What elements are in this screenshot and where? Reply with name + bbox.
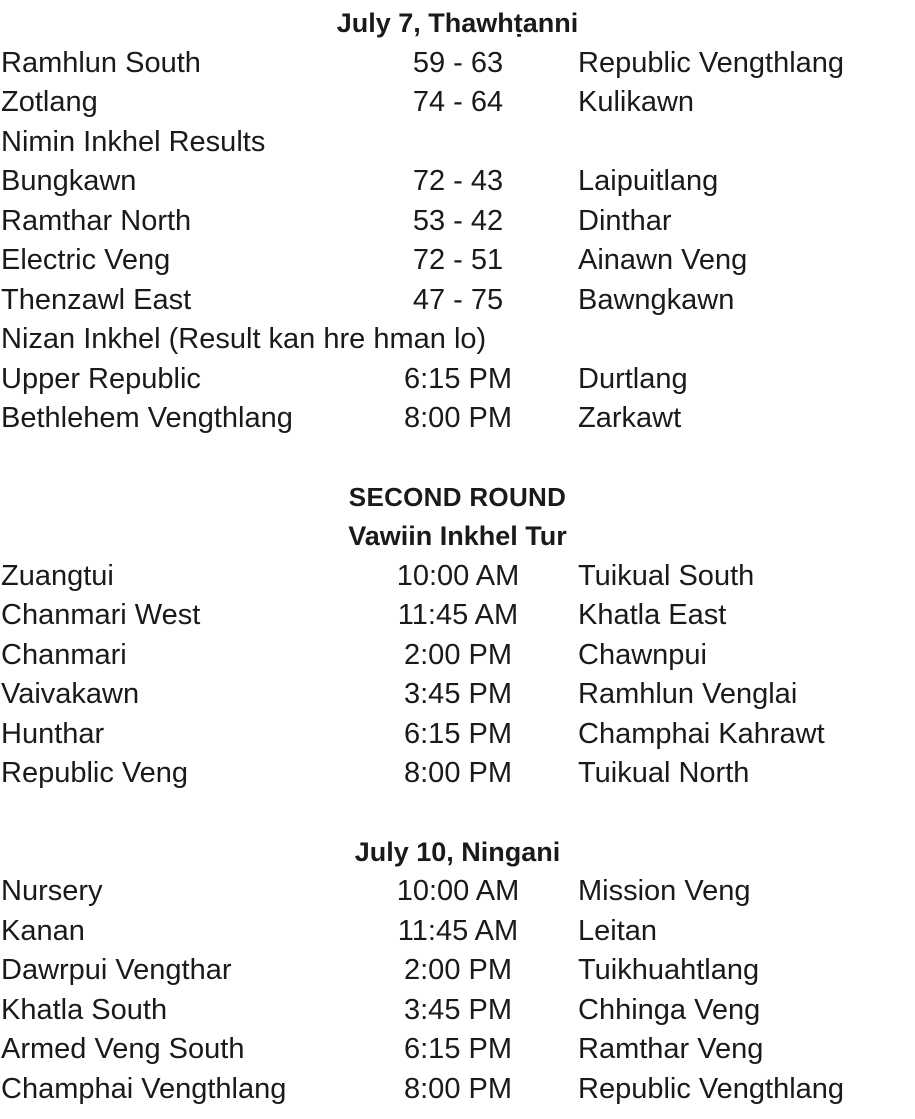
away-team: Laipuitlang xyxy=(578,165,719,197)
away-team: Republic Vengthlang xyxy=(578,1072,845,1105)
score-or-time: 53 - 42 xyxy=(412,204,504,237)
away-team: Dinthar xyxy=(578,204,672,237)
home-team: Khatla South xyxy=(1,993,168,1026)
score-or-time: 6:15 PM xyxy=(404,362,512,395)
score-or-time: 10:00 AM xyxy=(396,875,520,907)
score-or-time: 72 - 43 xyxy=(412,165,504,197)
fixture-row xyxy=(0,596,915,636)
fixture-row xyxy=(0,1070,915,1110)
score-or-time: 3:45 PM xyxy=(404,993,512,1026)
home-team: Electric Veng xyxy=(1,244,171,276)
away-team: Ainawn Veng xyxy=(578,244,748,276)
score-or-time: 8:00 PM xyxy=(404,1072,512,1105)
section-spacer xyxy=(0,439,915,478)
home-team: Zuangtui xyxy=(1,559,114,592)
fixture-row xyxy=(0,202,915,242)
away-team: Mission Veng xyxy=(578,875,751,907)
fixture-row xyxy=(0,557,915,597)
fixture-row xyxy=(0,399,915,439)
fixtures-document xyxy=(0,4,915,1109)
fixture-row xyxy=(0,241,915,281)
home-team: Chanmari West xyxy=(1,599,201,631)
away-team: Zarkawt xyxy=(578,402,682,434)
fixture-row xyxy=(0,872,915,912)
away-team: Bawngkawn xyxy=(578,283,735,316)
fixture-section xyxy=(0,833,915,1110)
group-note: Nimin Inkhel Results xyxy=(1,125,266,158)
away-team: Chawnpui xyxy=(578,638,707,671)
away-team: Leitan xyxy=(578,914,658,947)
home-team: Armed Veng South xyxy=(1,1033,245,1065)
away-team: Republic Vengthlang xyxy=(578,46,845,79)
fixture-row xyxy=(0,675,915,715)
score-or-time: 6:15 PM xyxy=(404,1033,512,1065)
home-team: Bethlehem Vengthlang xyxy=(1,402,293,434)
fixture-row xyxy=(0,162,915,202)
score-or-time: 11:45 AM xyxy=(397,914,519,947)
fixture-row xyxy=(0,715,915,755)
home-team: Chanmari xyxy=(1,638,127,671)
score-or-time: 59 - 63 xyxy=(412,46,504,79)
fixture-row xyxy=(0,912,915,952)
fixture-row xyxy=(0,1030,915,1070)
away-team: Tuikual North xyxy=(578,757,750,789)
home-team: Upper Republic xyxy=(1,362,201,395)
away-team: Ramthar Veng xyxy=(578,1033,764,1065)
fixture-row xyxy=(0,44,915,84)
score-or-time: 8:00 PM xyxy=(404,757,512,789)
score-or-time: 3:45 PM xyxy=(404,678,512,710)
score-or-time: 74 - 64 xyxy=(412,86,504,118)
fixture-row xyxy=(0,281,915,321)
home-team: Dawrpui Vengthar xyxy=(1,954,232,986)
away-team: Chhinga Veng xyxy=(578,993,761,1026)
home-team: Ramhlun South xyxy=(1,46,201,79)
home-team: Vaivakawn xyxy=(1,678,140,710)
score-or-time: 10:00 AM xyxy=(396,559,520,592)
score-or-time: 6:15 PM xyxy=(404,717,512,750)
score-or-time: 47 - 75 xyxy=(412,283,504,316)
home-team: Republic Veng xyxy=(1,757,189,789)
fixture-row xyxy=(0,951,915,991)
score-or-time: 2:00 PM xyxy=(404,954,512,986)
home-team: Nursery xyxy=(1,875,103,907)
away-team: Tuikual South xyxy=(578,559,755,592)
section-heading: SECOND ROUND xyxy=(348,481,567,512)
home-team: Kanan xyxy=(1,914,85,947)
score-or-time: 2:00 PM xyxy=(404,638,512,671)
fixture-section xyxy=(0,4,915,439)
home-team: Thenzawl East xyxy=(1,283,192,316)
score-or-time: 8:00 PM xyxy=(404,402,512,434)
section-subheading: Vawiin Inkhel Tur xyxy=(348,521,567,551)
fixture-row xyxy=(0,754,915,794)
away-team: Tuikhuahtlang xyxy=(578,954,760,986)
home-team: Champhai Vengthlang xyxy=(1,1072,287,1105)
fixture-row xyxy=(0,360,915,400)
away-team: Khatla East xyxy=(578,599,727,631)
home-team: Zotlang xyxy=(1,86,98,118)
away-team: Ramhlun Venglai xyxy=(578,678,798,710)
section-heading: July 7, Thawhṭanni xyxy=(336,8,579,38)
fixture-row xyxy=(0,83,915,123)
score-or-time: 72 - 51 xyxy=(412,244,504,276)
away-team: Durtlang xyxy=(578,362,688,395)
home-team: Bungkawn xyxy=(1,165,137,197)
fixture-row xyxy=(0,636,915,676)
score-or-time: 11:45 AM xyxy=(397,599,519,631)
group-note: Nizan Inkhel (Result kan hre hman lo) xyxy=(1,323,487,355)
fixture-row xyxy=(0,991,915,1031)
away-team: Kulikawn xyxy=(578,86,695,118)
fixture-section xyxy=(0,478,915,794)
home-team: Hunthar xyxy=(1,717,105,750)
section-heading: July 10, Ningani xyxy=(354,836,561,867)
section-spacer xyxy=(0,794,915,833)
home-team: Ramthar North xyxy=(1,204,192,237)
away-team: Champhai Kahrawt xyxy=(578,717,825,750)
